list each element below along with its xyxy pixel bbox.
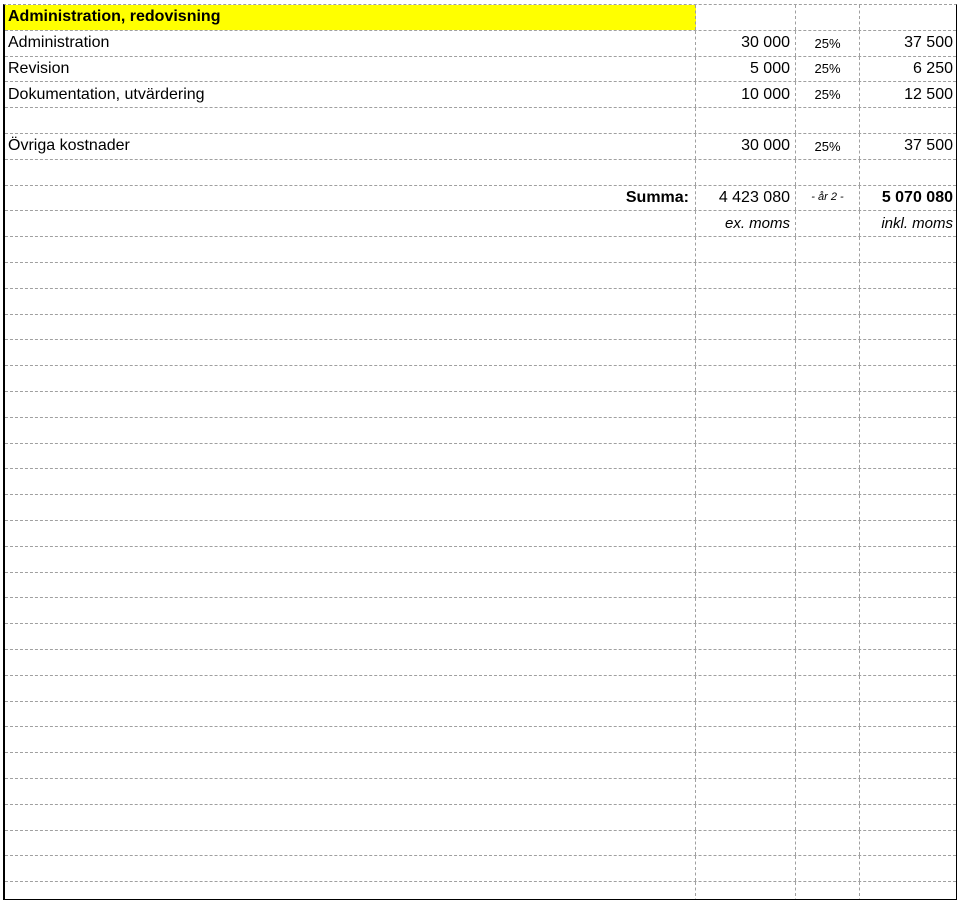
empty-row xyxy=(5,702,956,728)
empty-cell xyxy=(796,779,860,804)
empty-cell xyxy=(796,573,860,598)
empty-cell xyxy=(5,882,696,900)
cost-amount: 5 000 xyxy=(696,57,796,82)
empty-cell xyxy=(796,598,860,623)
empty-row xyxy=(5,521,956,547)
empty-row xyxy=(5,418,956,444)
empty-cell xyxy=(796,315,860,340)
empty-cell xyxy=(796,366,860,391)
empty-cell xyxy=(796,831,860,856)
empty-row xyxy=(5,366,956,392)
empty-cell xyxy=(5,315,696,340)
empty-cell xyxy=(796,108,860,133)
empty-cell xyxy=(696,831,796,856)
empty-cell xyxy=(5,237,696,262)
empty-cell xyxy=(5,340,696,365)
empty-cell xyxy=(796,289,860,314)
empty-cell xyxy=(696,237,796,262)
summary-label: Summa: xyxy=(5,186,696,211)
empty-cell xyxy=(696,779,796,804)
cost-label: Revision xyxy=(5,57,696,82)
empty-cell xyxy=(696,418,796,443)
empty-cell xyxy=(796,676,860,701)
summary-row xyxy=(5,186,956,212)
empty-cell xyxy=(796,547,860,572)
empty-cell xyxy=(696,5,796,30)
empty-row xyxy=(5,469,956,495)
cost-row-other xyxy=(5,134,956,160)
vat-rate: 25% xyxy=(796,57,860,82)
empty-cell xyxy=(796,805,860,830)
empty-cell xyxy=(5,160,696,185)
empty-cell xyxy=(796,856,860,881)
empty-cell xyxy=(860,779,956,804)
empty-cell xyxy=(860,521,956,546)
vat-rate: 25% xyxy=(796,134,860,159)
empty-cell xyxy=(5,573,696,598)
empty-cell xyxy=(860,340,956,365)
empty-cell xyxy=(5,779,696,804)
empty-cell xyxy=(696,108,796,133)
empty-cell xyxy=(860,856,956,881)
empty-cell xyxy=(796,5,860,30)
empty-row xyxy=(5,160,956,186)
cost-amount: 30 000 xyxy=(696,134,796,159)
cost-total: 37 500 xyxy=(904,34,953,52)
empty-cell xyxy=(696,676,796,701)
section-title: Administration, redovisning xyxy=(5,5,696,30)
empty-cell xyxy=(5,469,696,494)
empty-row xyxy=(5,805,956,831)
empty-cell xyxy=(860,444,956,469)
empty-row xyxy=(5,831,956,857)
empty-cell xyxy=(5,108,696,133)
empty-cell xyxy=(696,315,796,340)
empty-cell xyxy=(796,444,860,469)
empty-cell xyxy=(860,392,956,417)
summary-period: - år 2 - xyxy=(796,186,860,211)
empty-cell xyxy=(5,289,696,314)
empty-cell xyxy=(860,753,956,778)
empty-row xyxy=(5,315,956,341)
vat-rate: 25% xyxy=(796,82,860,107)
cost-total: 12 500 xyxy=(904,85,953,103)
empty-cell xyxy=(5,805,696,830)
empty-cell xyxy=(696,263,796,288)
empty-cell xyxy=(696,160,796,185)
empty-row xyxy=(5,779,956,805)
empty-cell xyxy=(860,805,956,830)
empty-cell xyxy=(860,702,956,727)
cost-label: Dokumentation, utvärdering xyxy=(5,82,696,107)
empty-cell xyxy=(5,727,696,752)
empty-cell xyxy=(5,263,696,288)
empty-cell xyxy=(860,237,956,262)
empty-cell xyxy=(696,392,796,417)
empty-cell xyxy=(796,211,860,236)
empty-cell xyxy=(696,624,796,649)
empty-row xyxy=(5,237,956,263)
empty-cell xyxy=(696,702,796,727)
empty-row xyxy=(5,547,956,573)
empty-row xyxy=(5,676,956,702)
empty-cell xyxy=(696,340,796,365)
empty-row xyxy=(5,495,956,521)
empty-cell xyxy=(796,624,860,649)
empty-cell xyxy=(696,805,796,830)
empty-cell xyxy=(5,702,696,727)
empty-cell xyxy=(796,727,860,752)
vat-rate: 25% xyxy=(796,31,860,56)
empty-cell xyxy=(5,211,696,236)
empty-cell xyxy=(796,521,860,546)
empty-cell xyxy=(860,727,956,752)
empty-cell xyxy=(860,598,956,623)
empty-cell xyxy=(860,160,956,185)
empty-cell xyxy=(696,289,796,314)
empty-cell xyxy=(860,495,956,520)
total-note: inkl. moms xyxy=(881,215,953,233)
empty-row xyxy=(5,108,956,134)
empty-cell xyxy=(696,573,796,598)
empty-row xyxy=(5,444,956,470)
empty-cell xyxy=(860,5,956,30)
cost-sheet xyxy=(3,4,957,900)
empty-cell xyxy=(796,702,860,727)
empty-cell xyxy=(796,650,860,675)
empty-row xyxy=(5,624,956,650)
cost-total: 37 500 xyxy=(904,137,953,155)
empty-cell xyxy=(696,521,796,546)
empty-cell xyxy=(860,366,956,391)
empty-cell xyxy=(696,469,796,494)
empty-cell xyxy=(796,495,860,520)
empty-row xyxy=(5,727,956,753)
empty-cell xyxy=(5,418,696,443)
empty-row xyxy=(5,340,956,366)
empty-cell xyxy=(860,547,956,572)
empty-cell xyxy=(696,650,796,675)
empty-cell xyxy=(5,856,696,881)
empty-cell xyxy=(860,469,956,494)
empty-cell xyxy=(5,444,696,469)
section-header-row xyxy=(5,5,956,31)
empty-cell xyxy=(696,598,796,623)
empty-cell xyxy=(5,753,696,778)
empty-cell xyxy=(860,624,956,649)
empty-cell xyxy=(696,856,796,881)
empty-cell xyxy=(796,263,860,288)
empty-cell xyxy=(860,676,956,701)
empty-row xyxy=(5,882,956,900)
empty-cell xyxy=(860,289,956,314)
empty-cell xyxy=(696,753,796,778)
empty-cell xyxy=(696,882,796,900)
cost-row-documentation xyxy=(5,82,956,108)
empty-row xyxy=(5,392,956,418)
empty-cell xyxy=(5,521,696,546)
empty-cell xyxy=(696,366,796,391)
cost-row-revision xyxy=(5,57,956,83)
empty-row xyxy=(5,753,956,779)
empty-cell xyxy=(796,753,860,778)
empty-cell xyxy=(796,469,860,494)
empty-cell xyxy=(860,650,956,675)
cost-label: Övriga kostnader xyxy=(5,134,696,159)
amount-note: ex. moms xyxy=(696,211,796,236)
empty-cell xyxy=(5,624,696,649)
cost-row-administration xyxy=(5,31,956,57)
empty-cell xyxy=(5,495,696,520)
empty-cell xyxy=(860,263,956,288)
empty-row xyxy=(5,263,956,289)
empty-cell xyxy=(860,882,956,900)
summary-notes-row xyxy=(5,211,956,237)
empty-row xyxy=(5,650,956,676)
empty-cell xyxy=(860,108,956,133)
empty-cell xyxy=(796,237,860,262)
empty-cell xyxy=(5,676,696,701)
empty-cell xyxy=(5,392,696,417)
empty-cell xyxy=(5,831,696,856)
empty-cell xyxy=(696,727,796,752)
empty-row xyxy=(5,856,956,882)
empty-cell xyxy=(5,366,696,391)
empty-row xyxy=(5,598,956,624)
empty-cell xyxy=(5,598,696,623)
summary-amount: 4 423 080 xyxy=(696,186,796,211)
empty-cell xyxy=(696,547,796,572)
empty-cell xyxy=(860,418,956,443)
cost-label: Administration xyxy=(5,31,696,56)
empty-cell xyxy=(796,882,860,900)
summary-total: 5 070 080 xyxy=(881,188,953,206)
empty-cell xyxy=(5,650,696,675)
empty-cell xyxy=(796,418,860,443)
cost-amount: 30 000 xyxy=(696,31,796,56)
empty-cell xyxy=(860,315,956,340)
empty-row xyxy=(5,573,956,599)
empty-cell xyxy=(860,831,956,856)
empty-cell xyxy=(796,160,860,185)
cost-amount: 10 000 xyxy=(696,82,796,107)
empty-cell xyxy=(796,340,860,365)
empty-cell xyxy=(696,495,796,520)
empty-cell xyxy=(860,573,956,598)
empty-row xyxy=(5,289,956,315)
empty-cell xyxy=(696,444,796,469)
empty-cell xyxy=(796,392,860,417)
cost-total: 6 250 xyxy=(912,59,953,77)
empty-cell xyxy=(5,547,696,572)
